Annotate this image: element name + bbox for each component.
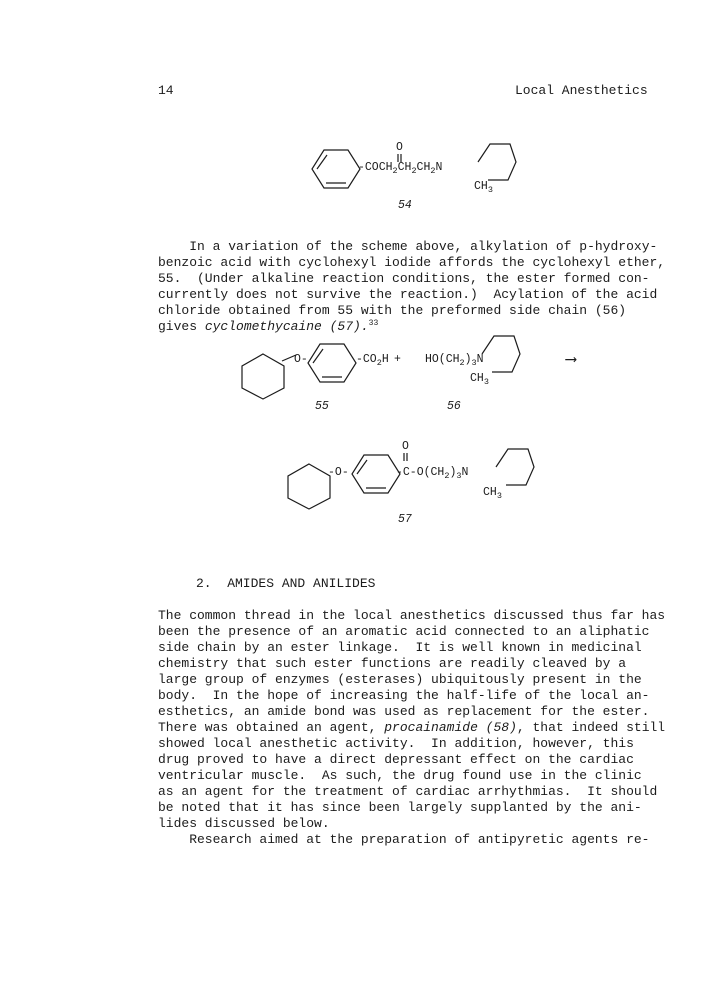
running-title: Local Anesthetics [515, 83, 648, 98]
text-line: large group of enzymes (esterases) ubiquitously present in the [158, 672, 642, 687]
section-heading: 2. AMIDES AND ANILIDES [196, 576, 376, 591]
page-number: 14 [158, 83, 174, 98]
reaction-arrow-icon: ⟶ [566, 351, 576, 369]
ester-side-chain: $-C-O(CH_2)_3N$ [396, 466, 469, 481]
text-line: esthetics, an amide bond was used as replacement for the ester. [158, 704, 650, 719]
ester-chain: $-COCH_2CH_2CH_2N$ [358, 161, 443, 176]
text-line: chloride obtained from 55 with the preformed side chain (56) [158, 303, 627, 318]
ether-oxygen: O- [294, 353, 308, 366]
piperidine-ring-icon [496, 447, 544, 491]
text-line: been the presence of an aromatic acid connected to an aliphatic [158, 624, 650, 639]
cyclohexane-ring-icon [286, 462, 332, 510]
text-line: There was obtained an agent, procainamide (58), that indeed still [158, 720, 666, 735]
text-line: In a variation of the scheme above, alkylation of p-hydroxy- [189, 239, 658, 254]
plus-sign: + [394, 353, 401, 366]
ether-oxygen: -O- [328, 466, 349, 479]
n-methyl: $CH_3$ [474, 180, 493, 195]
text-line: be noted that it has since been largely supplanted by the ani- [158, 800, 642, 815]
text-line: drug proved to have a direct depressant effect on the cardiac [158, 752, 634, 767]
double-bond-icon [399, 451, 413, 463]
benzene-ring-icon [308, 342, 356, 384]
paragraph-1 [158, 239, 665, 335]
piperidine-ring-icon [482, 334, 530, 378]
drug-name: procainamide (58) [384, 720, 517, 735]
compound-label-57: 57 [398, 513, 412, 526]
text-line: benzoic acid with cyclohexyl iodide affords the cyclohexyl ether, [158, 255, 666, 270]
text-line: side chain by an ester linkage. It is well known in medicinal [158, 640, 642, 655]
text-line: body. In the hope of increasing the half-life of the local an- [158, 688, 650, 703]
carboxylic-acid: $-CO_2H$ [356, 353, 389, 368]
compound-label-54: 54 [398, 199, 412, 212]
text-line: lides discussed below. [158, 816, 330, 831]
text-line: The common thread in the local anesthetics discussed thus far has [158, 608, 666, 623]
text-line: chemistry that such ester functions are readily cleaved by a [158, 656, 627, 671]
text-line: Research aimed at the preparation of antipyretic agents re- [158, 832, 650, 847]
drug-name: cyclomethycaine (57). [204, 319, 369, 334]
text-line: ventricular muscle. As such, the drug found use in the clinic [158, 768, 642, 783]
text-line: 55. (Under alkaline reaction conditions, the ester formed con- [158, 271, 650, 286]
n-methyl: $CH_3$ [470, 372, 489, 387]
benzene-ring-icon [312, 148, 360, 190]
reference-superscript: 33 [368, 319, 379, 328]
text-line: gives cyclomethycaine (57).$^{33}$ [158, 319, 379, 334]
text-line: currently does not survive the reaction.) Acylation of the acid [158, 287, 658, 302]
benzene-ring-icon [352, 453, 400, 495]
carbonyl-oxygen: O [396, 141, 403, 154]
compound-label-56: 56 [447, 400, 461, 413]
carbonyl-oxygen: O [402, 440, 409, 453]
text-line: showed local anesthetic activity. In addition, however, this [158, 736, 634, 751]
side-chain-56: $HO(CH_2)_3N$ [425, 353, 484, 368]
n-methyl: $CH_3$ [483, 486, 502, 501]
text-line: as an agent for the treatment of cardiac arrhythmias. It should [158, 784, 658, 799]
compound-label-55: 55 [315, 400, 329, 413]
paragraph-2 [158, 608, 665, 848]
